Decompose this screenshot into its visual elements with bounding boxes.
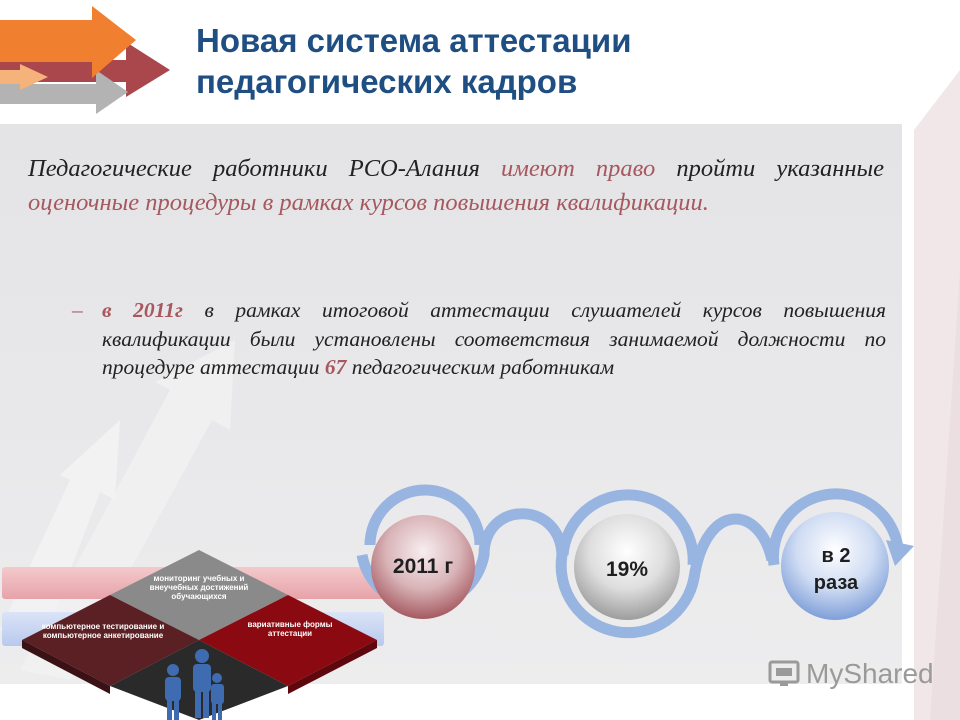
timeline-label-2011: 2011 г [392, 555, 454, 578]
timeline-label-19: 19% [605, 558, 649, 581]
bullet-text-after: педагогическим работникам [346, 355, 615, 379]
watermark-text: MyShared [806, 658, 934, 689]
title-line-2: педагогических кадров [196, 63, 578, 100]
bullet-text-before: в рамках итоговой аттестации слушателей курсов повышения квалификации были установлены соответствия занимаемой должности по процедуре аттестации [102, 298, 887, 379]
myshared-logo-icon [768, 660, 802, 690]
intro-part-3: пройти указанные [655, 155, 884, 182]
timeline-label-twice: в 2 раза [813, 545, 859, 594]
people-group-icon [160, 648, 240, 720]
intro-highlight-1: имеют право [501, 155, 656, 182]
bullet-dash: – [72, 298, 83, 322]
arrowhead-icon [886, 540, 914, 566]
bullet-year: в 2011г [102, 298, 183, 322]
diamond-label-top: мониторинг учебных и внеучебных достижений обучающихся [149, 574, 249, 601]
diamond-label-right: вариативные формы аттестации [247, 620, 333, 638]
intro-part-1: Педагогические работники РСО-Алания [28, 155, 502, 182]
bullet-count: 67 [324, 355, 347, 379]
intro-highlight-2: оценочные процедуры в рамках курсов повышения квалификации. [28, 189, 709, 216]
title-line-1: Новая система аттестации [196, 22, 632, 59]
diamond-label-left: компьютерное тестирование и компьютерное анкетирование [41, 622, 165, 640]
